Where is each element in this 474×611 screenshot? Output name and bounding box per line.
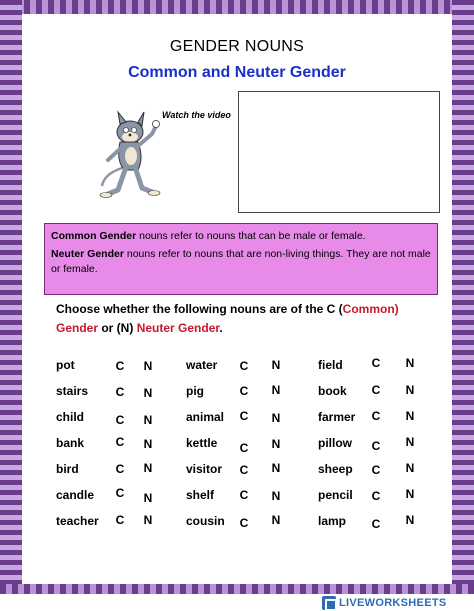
decorative-border-bottom bbox=[0, 584, 474, 594]
noun-bird: bird bbox=[56, 462, 79, 476]
option-c-animal[interactable]: C bbox=[239, 409, 249, 423]
option-n-kettle[interactable]: N bbox=[271, 437, 281, 451]
noun-field: field bbox=[318, 358, 343, 372]
option-c-book[interactable]: C bbox=[371, 383, 381, 397]
noun-sheep: sheep bbox=[318, 462, 353, 476]
option-n-bird[interactable]: N bbox=[143, 461, 153, 475]
noun-animal: animal bbox=[186, 410, 225, 424]
noun-teacher: teacher bbox=[56, 514, 99, 528]
option-c-child[interactable]: C bbox=[115, 413, 125, 427]
option-n-pot[interactable]: N bbox=[143, 359, 153, 373]
option-c-lamp[interactable]: C bbox=[371, 517, 381, 531]
option-n-shelf[interactable]: N bbox=[271, 489, 281, 503]
option-c-field[interactable]: C bbox=[371, 356, 381, 370]
option-n-bank[interactable]: N bbox=[143, 437, 153, 451]
option-n-pillow[interactable]: N bbox=[405, 435, 415, 449]
option-n-child[interactable]: N bbox=[143, 413, 153, 427]
option-n-stairs[interactable]: N bbox=[143, 386, 153, 400]
instruction-part3: or (N) bbox=[98, 321, 137, 335]
option-c-bank[interactable]: C bbox=[115, 435, 125, 449]
option-c-farmer[interactable]: C bbox=[371, 409, 381, 423]
noun-water: water bbox=[186, 358, 218, 372]
option-n-book[interactable]: N bbox=[405, 383, 415, 397]
option-c-shelf[interactable]: C bbox=[239, 488, 249, 502]
option-n-teacher[interactable]: N bbox=[143, 513, 153, 527]
neuter-gender-term: Neuter Gender bbox=[51, 248, 124, 260]
option-c-teacher[interactable]: C bbox=[115, 513, 125, 527]
decorative-border-top bbox=[0, 0, 474, 14]
option-n-cousin[interactable]: N bbox=[271, 513, 281, 527]
liveworksheets-brand: LIVEWORKSHEETS bbox=[339, 597, 447, 609]
option-n-visitor[interactable]: N bbox=[271, 461, 281, 475]
instruction-gender: Gender bbox=[56, 321, 99, 335]
instruction-part4: . bbox=[219, 321, 223, 335]
noun-lamp: lamp bbox=[318, 514, 347, 528]
noun-visitor: visitor bbox=[186, 462, 223, 476]
instruction-neuter: Neuter Gender bbox=[136, 321, 220, 335]
common-gender-term: Common Gender bbox=[51, 230, 137, 242]
option-n-lamp[interactable]: N bbox=[405, 513, 415, 527]
noun-pillow: pillow bbox=[318, 436, 352, 450]
liveworksheets-logo bbox=[322, 596, 472, 610]
noun-shelf: shelf bbox=[186, 488, 215, 502]
instruction-common: Common) bbox=[342, 302, 399, 316]
option-c-sheep[interactable]: C bbox=[371, 463, 381, 477]
noun-child: child bbox=[56, 410, 85, 424]
noun-pencil: pencil bbox=[318, 488, 353, 502]
option-c-pillow[interactable]: C bbox=[371, 439, 381, 453]
noun-stairs: stairs bbox=[56, 384, 89, 398]
page-subtitle: Common and Neuter Gender bbox=[128, 64, 346, 81]
option-c-pig[interactable]: C bbox=[239, 384, 249, 398]
option-n-candle[interactable]: N bbox=[143, 491, 153, 505]
noun-kettle: kettle bbox=[186, 436, 218, 450]
instruction-part1: Choose whether the following nouns are of the C ( bbox=[56, 302, 343, 316]
option-c-pencil[interactable]: C bbox=[371, 489, 381, 503]
page-title: GENDER NOUNS bbox=[169, 38, 305, 55]
option-c-cousin[interactable]: C bbox=[239, 516, 249, 530]
option-n-water[interactable]: N bbox=[271, 358, 281, 372]
option-n-pencil[interactable]: N bbox=[405, 487, 415, 501]
option-c-pot[interactable]: C bbox=[115, 359, 125, 373]
option-c-kettle[interactable]: C bbox=[239, 441, 249, 455]
option-c-bird[interactable]: C bbox=[115, 462, 125, 476]
watch-video-label: Watch the video bbox=[162, 110, 231, 120]
decorative-border-right bbox=[452, 0, 474, 594]
option-n-pig[interactable]: N bbox=[271, 383, 281, 397]
noun-book: book bbox=[318, 384, 347, 398]
option-c-visitor[interactable]: C bbox=[239, 463, 249, 477]
noun-pig: pig bbox=[186, 384, 204, 398]
option-n-sheep[interactable]: N bbox=[405, 461, 415, 475]
option-n-farmer[interactable]: N bbox=[405, 409, 415, 423]
liveworksheets-icon bbox=[322, 596, 336, 610]
common-gender-text: nouns refer to nouns that can be male or female. bbox=[136, 230, 366, 242]
option-n-animal[interactable]: N bbox=[271, 411, 281, 425]
option-n-field[interactable]: N bbox=[405, 356, 415, 370]
noun-cousin: cousin bbox=[186, 514, 225, 528]
worksheet-page bbox=[22, 14, 452, 584]
option-c-stairs[interactable]: C bbox=[115, 385, 125, 399]
noun-bank: bank bbox=[56, 436, 85, 450]
option-c-water[interactable]: C bbox=[239, 359, 249, 373]
noun-farmer: farmer bbox=[318, 410, 356, 424]
noun-candle: candle bbox=[56, 488, 95, 502]
noun-grid bbox=[22, 14, 452, 584]
noun-pot: pot bbox=[56, 358, 75, 372]
neuter-gender-text: nouns refer to nouns that are non-living things. They are not male or female. bbox=[51, 248, 431, 275]
option-c-candle[interactable]: C bbox=[115, 486, 125, 500]
decorative-border-left bbox=[0, 0, 22, 594]
